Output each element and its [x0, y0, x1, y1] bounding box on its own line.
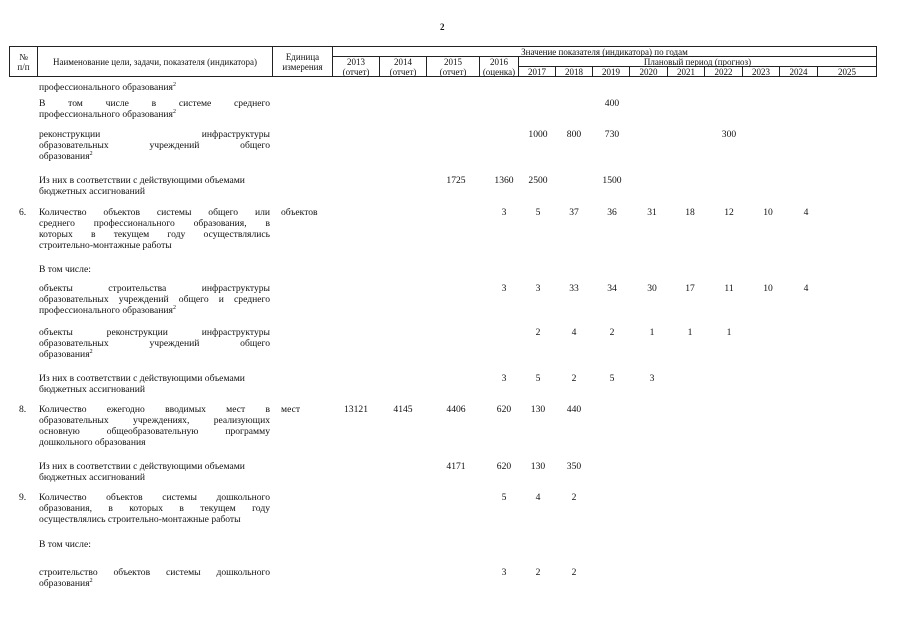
value-2017: 2	[535, 327, 541, 338]
row-label-line: дошкольного образования	[39, 437, 146, 448]
value-2019: 5	[609, 373, 615, 384]
header-unit	[272, 46, 333, 77]
row-label-line: объекты строительства инфраструктуры	[39, 283, 270, 294]
value-2020: 30	[647, 283, 657, 294]
value-2022: 12	[724, 207, 734, 218]
footnote-mark: 2	[89, 348, 93, 355]
row-label-line: Из них в соответствии с действующими объемами	[39, 373, 245, 384]
value-2013: 13121	[344, 404, 368, 415]
row-label-line: профессионального образования$^2$	[39, 81, 176, 93]
value-2018: 800	[566, 129, 582, 140]
value-2016: 1360	[494, 175, 514, 186]
value-2017: 2500	[528, 175, 548, 186]
value-2017: 130	[530, 461, 546, 472]
value-2018: 440	[566, 404, 582, 415]
header-year-2015	[426, 56, 480, 77]
row-label-line: образования$^2$	[39, 577, 93, 589]
header-year-2019: 2019	[592, 66, 630, 77]
header-values-title-label: Значение показателя (индикатора) по годам	[521, 46, 688, 57]
value-2018: 33	[569, 283, 579, 294]
value-2015: 4171	[446, 461, 466, 472]
row-label-line: которых в текущем году осуществлялись	[39, 229, 270, 240]
row-label-line: образования, в которых в текущем году	[39, 503, 270, 514]
value-2024: 4	[803, 283, 809, 294]
row-label-line: В том числе:	[39, 264, 91, 275]
row-label-line: образовательных учреждениях, реализующих	[39, 415, 270, 426]
header-year-2022: 2022	[704, 66, 743, 77]
value-2018: 2	[571, 567, 577, 578]
value-2016: 620	[496, 461, 512, 472]
header-year-label: 2014	[393, 56, 412, 67]
value-2021: 1	[687, 327, 693, 338]
value-2016: 3	[501, 207, 507, 218]
row-unit: мест	[281, 404, 301, 415]
value-2017: 5	[535, 373, 541, 384]
header-unit-line1: Единица	[285, 51, 320, 62]
row-label-line: бюджетных ассигнований	[39, 472, 146, 483]
row-label-line: Количество ежегодно вводимых мест в	[39, 404, 270, 415]
value-2016: 5	[501, 492, 507, 503]
value-2017: 5	[535, 207, 541, 218]
value-2018: 4	[571, 327, 577, 338]
header-year-2014	[379, 56, 427, 77]
row-label-line: В том числе:	[39, 539, 91, 550]
header-year-2025: 2025	[817, 66, 877, 77]
page-number: 2	[440, 22, 445, 32]
value-2022: 300	[721, 129, 737, 140]
row-unit: объектов	[281, 207, 318, 218]
row-label-line: объекты реконструкции инфраструктуры	[39, 327, 270, 338]
value-2018: 37	[569, 207, 579, 218]
row-label-line: образовательных учреждений общего	[39, 140, 270, 151]
header-name-label: Наименование цели, задачи, показателя (индикатора)	[52, 56, 258, 67]
value-2021: 17	[685, 283, 695, 294]
value-2017: 4	[535, 492, 541, 503]
row-label-line: Количество объектов системы общего или	[39, 207, 270, 218]
value-2024: 4	[803, 207, 809, 218]
row-label-line: Из них в соответствии с действующими объемами	[39, 175, 245, 186]
value-2022: 11	[724, 283, 734, 294]
header-year-kind: (отчет)	[439, 66, 467, 77]
header-year-label: 2016	[489, 56, 508, 67]
row-label-line: В том числе в системе среднего	[39, 98, 270, 109]
row-label-line: бюджетных ассигнований	[39, 384, 146, 395]
value-2018: 2	[571, 492, 577, 503]
header-planned-title-label: Плановый период (прогноз)	[643, 56, 752, 67]
value-2017: 3	[535, 283, 541, 294]
value-2020: 31	[647, 207, 657, 218]
header-year-kind: (отчет)	[342, 66, 370, 77]
value-2015: 4406	[446, 404, 466, 415]
header-year-2020: 2020	[629, 66, 668, 77]
value-2016: 3	[501, 373, 507, 384]
header-name	[37, 46, 273, 77]
row-label-line: реконструкции инфраструктуры	[39, 129, 270, 140]
value-2016: 620	[496, 404, 512, 415]
header-unit-line2: измерения	[282, 61, 323, 72]
header-year-2024: 2024	[779, 66, 818, 77]
row-index: 9.	[19, 492, 27, 503]
header-num-line1: №	[19, 51, 28, 62]
value-2017: 1000	[528, 129, 548, 140]
value-2022: 1	[726, 327, 732, 338]
row-label-line: бюджетных ассигнований	[39, 186, 146, 197]
row-label-line: основную общеобразовательную программу	[39, 426, 270, 437]
value-2023: 10	[763, 207, 773, 218]
value-2020: 1	[649, 327, 655, 338]
header-year-kind: (оценка)	[482, 66, 516, 77]
header-year-2021: 2021	[667, 66, 705, 77]
footnote-mark: 2	[89, 150, 93, 157]
footnote-mark: 2	[172, 81, 176, 88]
row-label-line: профессионального образования$^2$	[39, 108, 176, 120]
header-year-kind: (отчет)	[389, 66, 417, 77]
value-2019: 400	[604, 98, 620, 109]
value-2023: 10	[763, 283, 773, 294]
value-2019: 34	[607, 283, 617, 294]
row-label-line: строительно-монтажные работы	[39, 240, 172, 251]
value-2017: 130	[530, 404, 546, 415]
row-label-line: осуществлялись строительно-монтажные работы	[39, 514, 241, 525]
row-label-line: Количество объектов системы дошкольного	[39, 492, 270, 503]
row-label-line: образовательных учреждений общего и среднего	[39, 294, 270, 305]
row-label-line: образовательных учреждений общего	[39, 338, 270, 349]
value-2019: 1500	[602, 175, 622, 186]
footnote-mark: 2	[172, 108, 176, 115]
footnote-mark: 2	[172, 304, 176, 311]
row-label-line: профессионального образования$^2$	[39, 304, 176, 316]
header-year-2016	[479, 56, 519, 77]
value-2014: 4145	[393, 404, 413, 415]
row-label-line: Из них в соответствии с действующими объемами	[39, 461, 245, 472]
footnote-mark: 2	[89, 577, 93, 584]
value-2019: 2	[609, 327, 615, 338]
header-year-label: 2013	[346, 56, 365, 67]
value-2018: 350	[566, 461, 582, 472]
value-2019: 730	[604, 129, 620, 140]
header-num-line2: п/п	[17, 61, 30, 72]
row-label-line: образования$^2$	[39, 150, 93, 162]
header-num	[9, 46, 38, 77]
row-index: 6.	[19, 207, 27, 218]
row-label-line: образования$^2$	[39, 348, 93, 360]
header-year-2023: 2023	[742, 66, 780, 77]
value-2018: 2	[571, 373, 577, 384]
row-label-line: строительство объектов системы дошкольного	[39, 567, 270, 578]
row-index: 8.	[19, 404, 27, 415]
header-year-2017: 2017	[518, 66, 556, 77]
value-2015: 1725	[446, 175, 466, 186]
value-2016: 3	[501, 567, 507, 578]
value-2016: 3	[501, 283, 507, 294]
value-2021: 18	[685, 207, 695, 218]
header-year-2013	[332, 56, 380, 77]
header-year-label: 2015	[443, 56, 462, 67]
value-2019: 36	[607, 207, 617, 218]
value-2017: 2	[535, 567, 541, 578]
header-year-2018: 2018	[555, 66, 593, 77]
row-label-line: среднего профессионального образования, в	[39, 218, 270, 229]
value-2020: 3	[649, 373, 655, 384]
